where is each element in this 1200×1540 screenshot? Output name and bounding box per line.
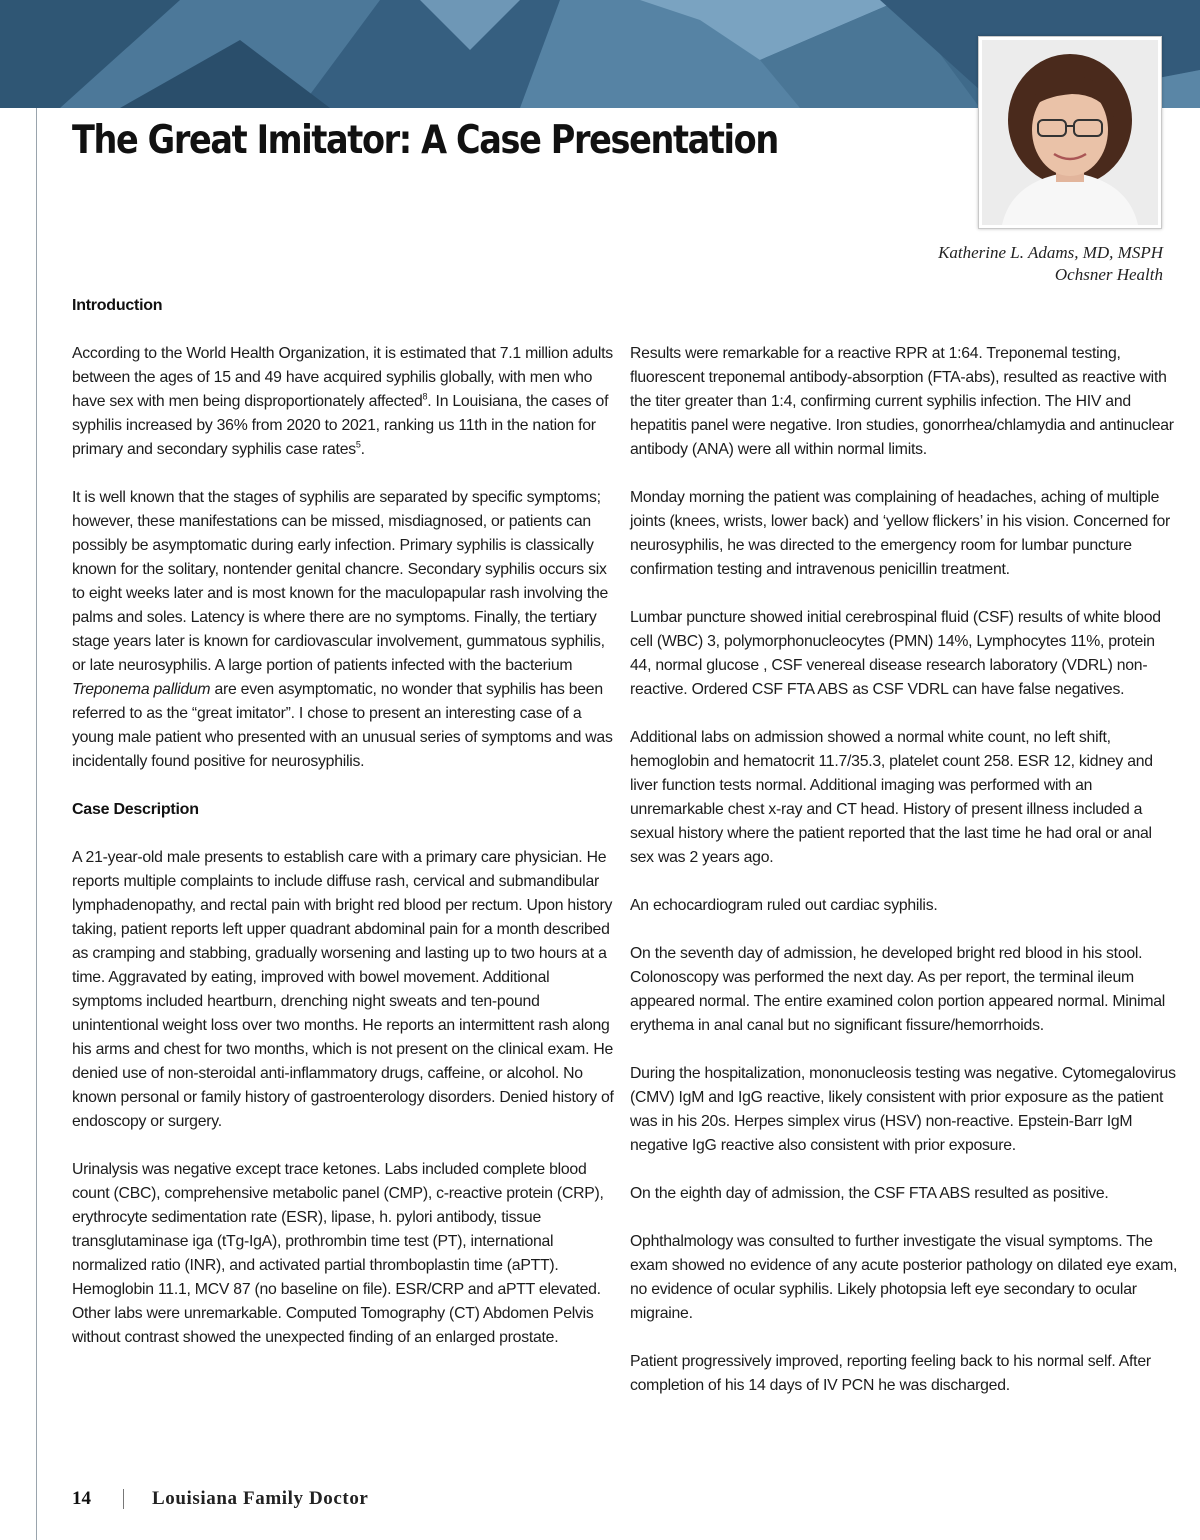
left-margin-rule (36, 108, 37, 1540)
right-paragraph: On the seventh day of admission, he developed bright red blood in his stool. Colonoscopy was performed the next day. As per report, the terminal ileum appeared normal. The entire examined colon portion appeared normal. Minimal erythema in anal canal but no significant fissure/hemorrhoids. (630, 945, 1166, 1034)
species-name: Treponema pallidum (72, 681, 211, 698)
article-title: The Great Imitator: A Case Presentation (72, 118, 778, 163)
case-paragraph-1: A 21-year-old male presents to establish care with a primary care physician. He reports multiple complaints to include diffuse rash, cervical and submandibular lymphadenopathy, and rectal pain with bright red blood per rectum. Upon history taking, patient reports left upper quadrant abdominal pain for a month described as cramping and stabbing, gradually worsening and lasting up to two hours at a time. Aggravated by eating, improved with bowel movement. Additional symptoms included heartburn, drenching night sweats and ten-pound unintentional weight loss over two months. He reports an intermittent rash along his arms and chest for two months, which is not present on the clinical exam. He denied use of non-steroidal anti-inflammatory drugs, caffeine, or alcohol. No known personal or family history of gastroenterology disorders. Denied history of endoscopy or surgery. (72, 849, 614, 1130)
right-paragraph: Monday morning the patient was complaining of headaches, aching of multiple joints (knees, wrists, lower back) and ‘yellow flickers’ in his vision. Concerned for neurosyphilis, he was directed to the emergency room for lumbar puncture confirmation testing and intravenous penicillin treatment. (630, 489, 1171, 578)
right-paragraph: On the eighth day of admission, the CSF FTA ABS resulted as positive. (630, 1185, 1109, 1202)
footer-divider (123, 1489, 124, 1509)
right-paragraph: Additional labs on admission showed a normal white count, no left shift, hemoglobin and hematocrit 11.7/35.3, platelet count 258. ESR 12, kidney and liver function tests normal. Additional imaging was performed with an unremarkable chest x-ray and CT head. History of present illness included a sexual history where the patient reported that the last time he had oral or anal sex was 2 years ago. (630, 729, 1153, 866)
right-paragraph: Results were remarkable for a reactive RPR at 1:64. Treponemal testing, fluorescent treponemal antibody-absorption (FTA-abs), resulted as reactive with the titer greater than 1:4, confirming current syphilis infection. The HIV and hepatitis panel were negative. Iron studies, gonorrhea/chlamydia and antinuclear antibody (ANA) were all within normal limits. (630, 345, 1174, 458)
author-photo (978, 36, 1162, 229)
right-paragraph: An echocardiogram ruled out cardiac syphilis. (630, 897, 938, 914)
introduction-heading: Introduction (72, 297, 163, 314)
page-footer (72, 1486, 368, 1512)
right-paragraph: Ophthalmology was consulted to further investigate the visual symptoms. The exam showed no evidence of any acute posterior pathology on dilated eye exam, no evidence of ocular syphilis. Likely photopsia left eye secondary to ocular migraine. (630, 1233, 1178, 1322)
right-paragraph: During the hospitalization, mononucleosis testing was negative. Cytomegalovirus (CMV) IgM and IgG reactive, likely consistent with prior exposure as the patient was in his 20s. Herpes simplex virus (HSV) non-reactive. Epstein-Barr IgM negative IgG reactive also consistent with prior exposure. (630, 1065, 1176, 1154)
case-paragraph-2: Urinalysis was negative except trace ketones. Labs included complete blood count (CBC), comprehensive metabolic panel (CMP), c-reactive protein (CRP), erythrocyte sedimentation rate (ESR), lipase, h. pylori antibody, tissue transglutaminase iga (tTg-IgA), prothrombin time test (PT), international normalized ratio (INR), and activated partial thromboplastin time (aPTT). Hemoglobin 11.1, MCV 87 (no baseline on file). ESR/CRP and aPTT elevated. Other labs were unremarkable. Computed Tomography (CT) Abdomen Pelvis without contrast showed the unexpected finding of an enlarged prostate. (72, 1161, 604, 1346)
citation-8: 8 (422, 391, 428, 402)
author-affiliation: Ochsner Health (1054, 265, 1163, 284)
right-column (630, 342, 1178, 1422)
intro-paragraph-2: It is well known that the stages of syphilis are separated by specific symptoms; however, these manifestations can be missed, misdiagnosed, or patients can possibly be asymptomatic during early infection. Primary syphilis is classically known for the solitary, nontender genital chancre. Secondary syphilis occurs six to eight weeks later and is most known for the maculopapular rash involving the palms and soles. Latency is where there are no symptoms. Finally, the tertiary stage years later is known for cardiovascular involvement, gummatous syphilis, or late neurosyphilis. A large portion of patients infected with the bacterium Treponema pallidum are even asymptomatic, no wonder that syphilis has been referred to as the “great imitator”. I chose to present an interesting case of a young male patient who presented with an unusual series of symptoms and was incidentally found positive for neurosyphilis. (72, 489, 613, 770)
author-name: Katherine L. Adams, MD, MSPH (938, 243, 1163, 262)
page-number: 14 (72, 1488, 91, 1509)
author-photo-icon (982, 40, 1158, 225)
right-paragraph: Patient progressively improved, reporting feeling back to his normal self. After completion of his 14 days of IV PCN he was discharged. (630, 1353, 1151, 1394)
intro-paragraph-1: According to the World Health Organization, it is estimated that 7.1 million adults between the ages of 15 and 49 have acquired syphilis globally, with men who have sex with men being disproportionately affected$^8$. In Louisiana, the cases of syphilis increased by 36% from 2020 to 2021, ranking us 11th in the nation for primary and secondary syphilis case rates$^5$. (72, 345, 613, 458)
citation-5: 5 (355, 439, 361, 450)
left-column (72, 294, 617, 1374)
right-paragraph: Lumbar puncture showed initial cerebrospinal fluid (CSF) results of white blood cell (WBC) 3, polymorphonucleocytes (PMN) 14%, Lymphocytes 11%, protein 44, normal glucose , CSF venereal disease research laboratory (VDRL) non-reactive. Ordered CSF FTA ABS as CSF VDRL can have false negatives. (630, 609, 1161, 698)
case-description-heading: Case Description (72, 801, 199, 818)
author-byline (938, 242, 1163, 286)
publication-name: Louisiana Family Doctor (152, 1488, 369, 1509)
